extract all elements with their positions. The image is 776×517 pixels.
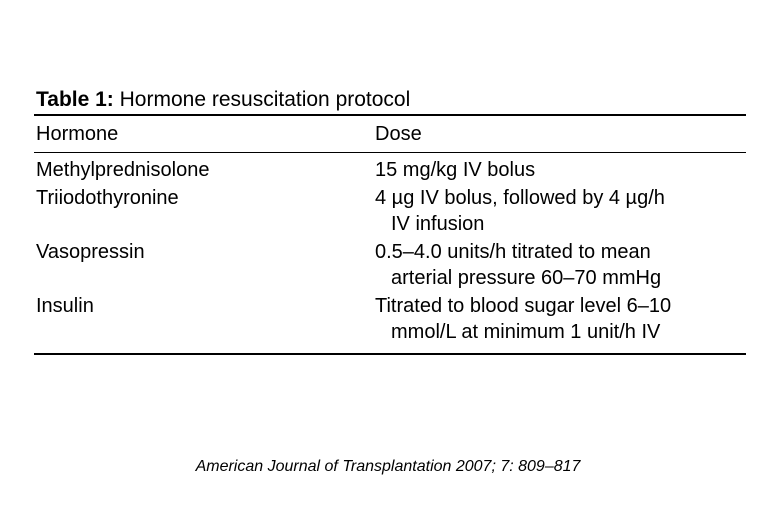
table-row (34, 157, 746, 183)
hormone-cell: Insulin (36, 295, 94, 317)
table-row (34, 239, 746, 291)
table-title-text: Hormone resuscitation protocol (119, 88, 411, 111)
header-dose: Dose (375, 123, 422, 145)
table-row (34, 185, 746, 237)
table-title-prefix: Table 1: (36, 88, 114, 111)
hormone-cell: Methylprednisolone (36, 159, 210, 181)
table-header-row (34, 116, 746, 152)
dose-line: Titrated to blood sugar level 6–10 (375, 295, 672, 317)
dose-cell (375, 293, 746, 345)
dose-line: 4 µg IV bolus, followed by 4 µg/h (375, 187, 665, 209)
dose-cell (375, 157, 746, 183)
dose-cell (375, 239, 746, 291)
dose-line: 15 mg/kg IV bolus (375, 159, 536, 181)
table-body (34, 153, 746, 353)
dose-line: 0.5–4.0 units/h titrated to mean (375, 241, 651, 263)
table-row (34, 293, 746, 345)
header-hormone: Hormone (36, 123, 119, 145)
bottom-rule (34, 353, 746, 355)
table-title (34, 86, 746, 114)
hormone-cell: Vasopressin (36, 241, 145, 263)
dose-line-continued: IV infusion (391, 213, 485, 235)
hormone-cell: Triiodothyronine (36, 187, 179, 209)
hormone-table (34, 86, 746, 355)
citation: American Journal of Transplantation 2007; 7: 809–817 (195, 458, 581, 475)
dose-line-continued: arterial pressure 60–70 mmHg (391, 267, 662, 289)
dose-line-continued: mmol/L at minimum 1 unit/h IV (391, 321, 661, 343)
dose-cell (375, 185, 746, 237)
